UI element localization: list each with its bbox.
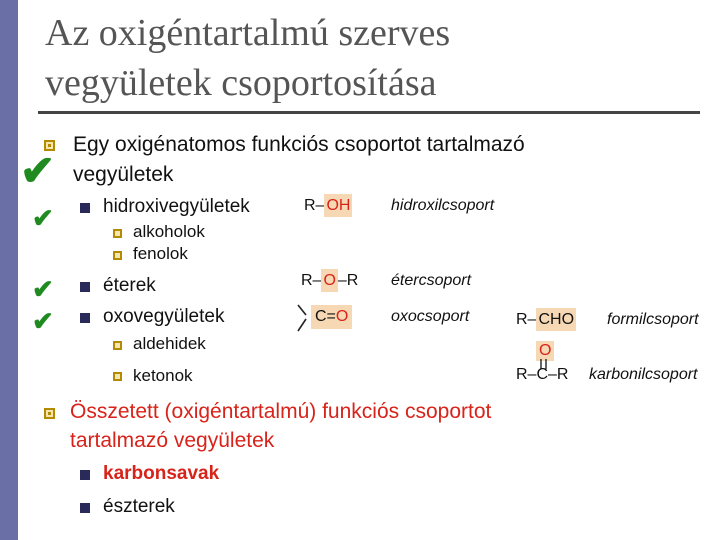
checkmark-icon: ✔ (32, 274, 54, 304)
bullet2-line1: Összetett (oxigéntartalmú) funkciós csoportot (70, 400, 492, 423)
bullet-square-icon (80, 313, 90, 323)
bullet1-line2: vegyületek (73, 163, 174, 186)
checkmark-icon: ✔ (20, 147, 56, 194)
bullet-square-icon (80, 470, 90, 480)
sub-esters: észterek (103, 496, 175, 517)
formula-r: R– (516, 311, 537, 328)
item-ethers: éterek (103, 275, 156, 296)
label-ether: étercsoport (391, 272, 472, 289)
item-alcohols: alkoholok (133, 222, 205, 241)
sub-carboxylic-acids: karbonsavak (103, 463, 220, 484)
label-hydroxyl: hidroxilcsoport (391, 197, 495, 214)
item-phenols: fenolok (133, 244, 188, 263)
bullet-square-icon (44, 408, 55, 419)
hydroxyl-group: OH (324, 194, 352, 217)
checkmark-icon: ✔ (32, 203, 54, 233)
formula-ether (301, 272, 358, 290)
ether-oxygen: O (321, 269, 337, 292)
label-formyl: formilcsoport (607, 311, 699, 328)
carbonyl-oxygen: O (335, 308, 349, 325)
formula-oxo (311, 305, 352, 329)
formyl-group: CHO (536, 308, 576, 331)
bullet2-line2: tartalmazó vegyületek (70, 429, 275, 452)
bullet-square-icon (113, 372, 122, 381)
item-oxo: oxovegyületek (103, 306, 225, 327)
left-sidebar-bar (0, 0, 18, 540)
item-aldehydes: aldehidek (133, 334, 206, 353)
bullet-square-icon (113, 341, 122, 350)
formula-r: R– (301, 272, 322, 289)
item-hydroxy: hidroxivegyületek (103, 196, 250, 217)
checkmark-icon: ✔ (32, 306, 54, 336)
label-oxo: oxocsoport (391, 308, 470, 325)
bullet-square-icon (80, 503, 90, 513)
title-underline (38, 111, 700, 114)
formula-r: R– (304, 197, 325, 214)
label-carbonyl: karbonilcsoport (589, 366, 698, 383)
item-ketones: ketonok (133, 366, 193, 385)
bullet-square-icon (113, 251, 122, 260)
bullet-square-icon (80, 282, 90, 292)
formula-formyl (516, 311, 576, 329)
bullet-square-icon (113, 229, 122, 238)
formula-carbonyl: R–C–R (516, 366, 569, 383)
formula-hydroxy (304, 197, 352, 215)
bullet1-line1: Egy oxigénatomos funkciós csoportot tartalmazó (73, 133, 525, 156)
slide-title-line1: Az oxigéntartalmú szerves (45, 12, 451, 54)
carbonyl-c: C= (315, 308, 336, 325)
formula-r: –R (337, 272, 359, 289)
bond-lines-icon (296, 303, 312, 333)
carbonyl-oxygen: O (536, 341, 554, 361)
bullet-square-icon (80, 203, 90, 213)
slide-title-line2: vegyületek csoportosítása (45, 62, 437, 104)
